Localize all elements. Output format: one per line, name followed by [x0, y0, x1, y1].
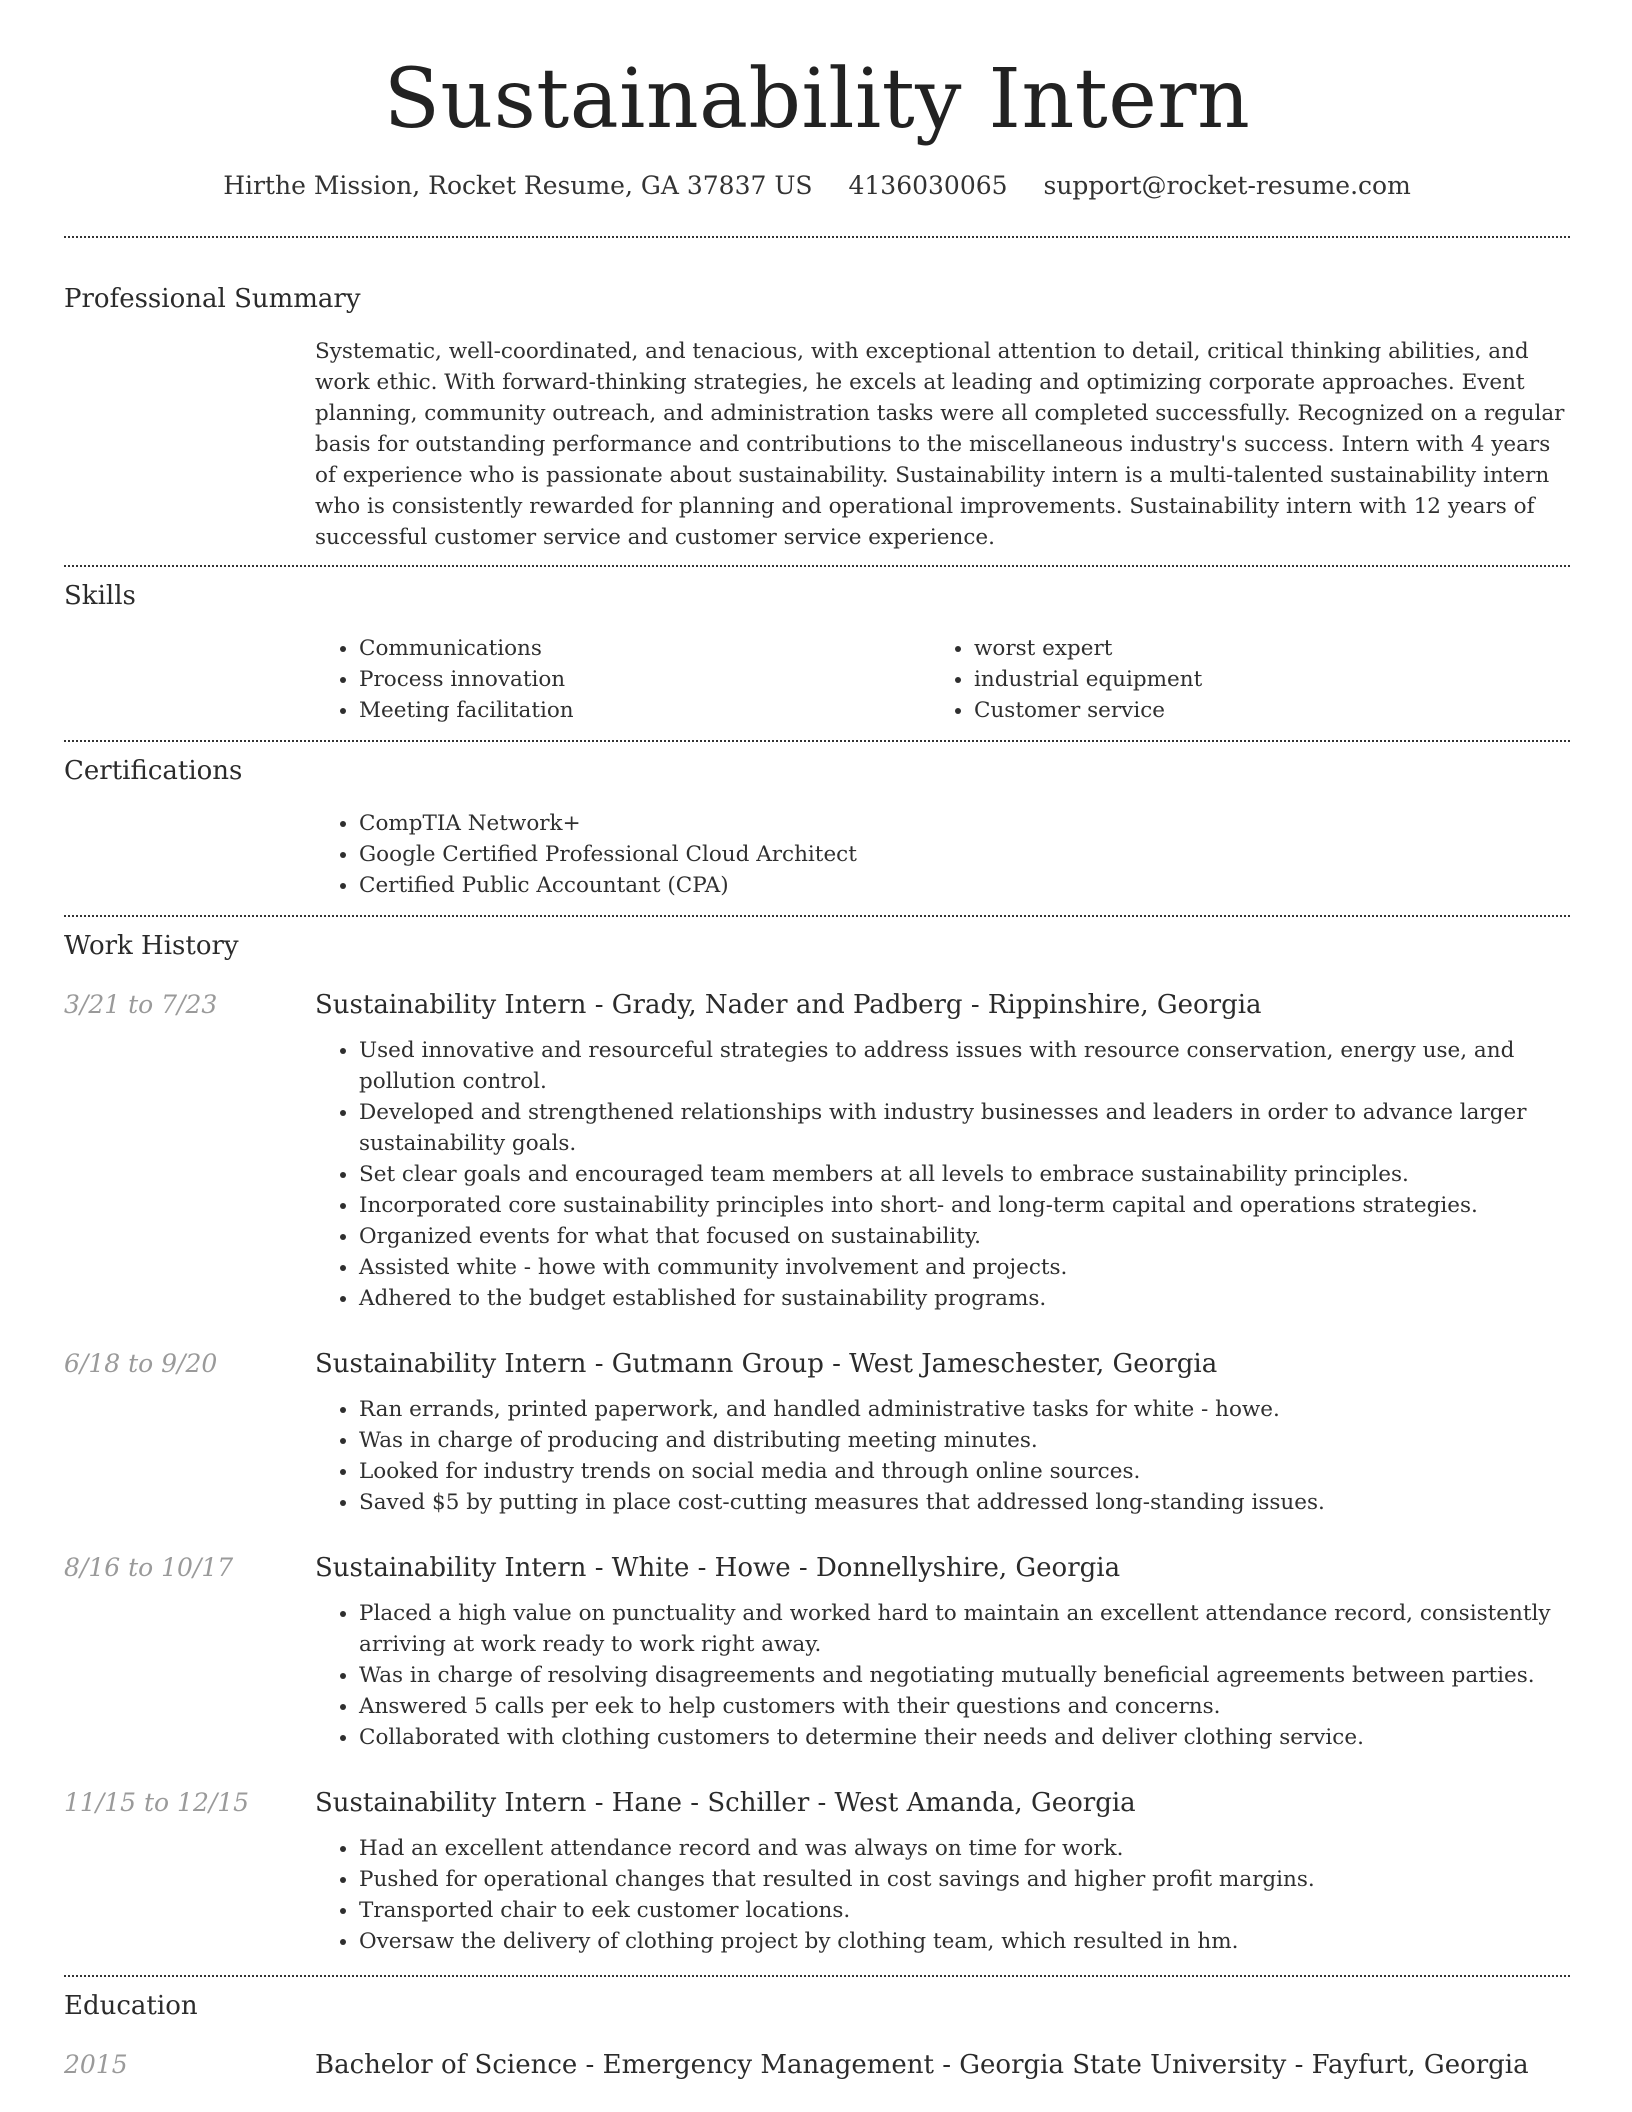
job-bullets: [315, 1833, 1570, 1957]
resume-title: Sustainability Intern: [383, 52, 1251, 147]
job-bullet: • Ran errands, printed paperwork, and handled administrative tasks for white - howe.: [359, 1394, 1570, 1425]
education-year: 2015: [64, 2050, 128, 2079]
skill-item: • Communications: [359, 633, 930, 664]
job-title: Sustainability Intern - Grady, Nader and Padberg - Rippinshire, Georgia: [315, 990, 1262, 1020]
skill-item: • Process innovation: [359, 664, 930, 695]
job-bullet: • Answered 5 calls per eek to help customers with their questions and concerns.: [359, 1691, 1570, 1722]
job-bullet: • Used innovative and resourceful strategies to address issues with resource conservation, energy use, and pollution control.: [359, 1035, 1570, 1097]
certification-item: • CompTIA Network+: [359, 808, 1570, 839]
job-bullet: • Was in charge of producing and distributing meeting minutes.: [359, 1425, 1570, 1456]
education-title: Bachelor of Science - Emergency Management - Georgia State University - Fayfurt, Georgia: [315, 2050, 1529, 2080]
work-history-heading: Work History: [64, 931, 239, 961]
job-bullet: • Looked for industry trends on social media and through online sources.: [359, 1456, 1570, 1487]
job-bullet: • Oversaw the delivery of clothing project by clothing team, which resulted in hm.: [359, 1926, 1570, 1957]
job-entry: [64, 1348, 1570, 1518]
job-bullet: • Collaborated with clothing customers to determine their needs and deliver clothing service.: [359, 1722, 1570, 1753]
job-bullet: • Adhered to the budget established for sustainability programs.: [359, 1283, 1570, 1314]
job-bullets: [315, 1035, 1570, 1314]
job-bullet: • Saved $5 by putting in place cost-cutting measures that addressed long-standing issues.: [359, 1487, 1570, 1518]
divider: [64, 565, 1570, 567]
job-bullet: • Placed a high value on punctuality and worked hard to maintain an excellent attendance record, consistently arriving at work ready to work right away.: [359, 1598, 1570, 1660]
certifications-heading: Certifications: [64, 756, 243, 786]
job-title: Sustainability Intern - White - Howe - Donnellyshire, Georgia: [315, 1553, 1121, 1583]
skills-heading: Skills: [64, 581, 136, 611]
divider: [64, 740, 1570, 742]
resume-page: [64, 0, 1570, 2081]
job-bullet: • Had an excellent attendance record and was always on time for work.: [359, 1833, 1570, 1864]
divider: [64, 1975, 1570, 1977]
summary-heading: Professional Summary: [64, 284, 361, 314]
job-dates: 6/18 to 9/20: [64, 1349, 218, 1378]
skill-item: • Customer service: [974, 695, 1545, 726]
job-title: Sustainability Intern - Hane - Schiller - West Amanda, Georgia: [315, 1788, 1136, 1818]
job-entry: [64, 1552, 1570, 1753]
skills-list: [315, 633, 1570, 726]
contact-line: [64, 170, 1570, 202]
job-bullets: [315, 1394, 1570, 1518]
education-heading: Education: [64, 1991, 198, 2021]
job-title: Sustainability Intern - Gutmann Group - West Jameschester, Georgia: [315, 1349, 1218, 1379]
job-dates: 3/21 to 7/23: [64, 990, 218, 1019]
job-dates: 8/16 to 10/17: [64, 1553, 234, 1582]
job-dates: 11/15 to 12/15: [64, 1788, 250, 1817]
job-bullet: • Developed and strengthened relationships with industry businesses and leaders in order to advance larger sustainability goals.: [359, 1097, 1570, 1159]
divider: [64, 236, 1570, 238]
certification-item: • Certified Public Accountant (CPA): [359, 870, 1570, 901]
contact-phone: 4136030065: [848, 171, 1008, 200]
job-bullet: • Set clear goals and encouraged team members at all levels to embrace sustainability principles.: [359, 1159, 1570, 1190]
job-entry: [64, 1787, 1570, 1957]
education-entry: [64, 2049, 1570, 2081]
job-bullet: • Pushed for operational changes that resulted in cost savings and higher profit margins.: [359, 1864, 1570, 1895]
contact-email: support@rocket-resume.com: [1043, 171, 1411, 200]
skill-item: • worst expert: [974, 633, 1545, 664]
job-bullet: • Incorporated core sustainability principles into short- and long-term capital and operations strategies.: [359, 1190, 1570, 1221]
certification-item: • Google Certified Professional Cloud Architect: [359, 839, 1570, 870]
job-bullet: • Transported chair to eek customer locations.: [359, 1895, 1570, 1926]
skill-item: • Meeting facilitation: [359, 695, 930, 726]
skills-column-right: [930, 633, 1545, 726]
summary-text: Systematic, well-coordinated, and tenacious, with exceptional attention to detail, critical thinking abilities, and work ethic. With forward-thinking strategies, he excels at leading and optimizing corporate approaches. Event planning, community outreach, and administration tasks were all completed successfully. Recognized on a regular basis for outstanding performance and contributions to the miscellaneous industry's success. Intern with 4 years of experience who is passionate about sustainability. Sustainability intern is a multi-talented sustainability intern who is consistently rewarded for planning and operational improvements. Sustainability intern with 12 years of successful customer service and customer service experience.: [315, 339, 1565, 550]
skills-column-left: [315, 633, 930, 726]
divider: [64, 915, 1570, 917]
job-bullets: [315, 1598, 1570, 1753]
job-entry: [64, 989, 1570, 1314]
certifications-list: [315, 808, 1570, 901]
job-bullet: • Assisted white - howe with community involvement and projects.: [359, 1252, 1570, 1283]
skill-item: • industrial equipment: [974, 664, 1545, 695]
contact-address: Hirthe Mission, Rocket Resume, GA 37837 US: [223, 171, 813, 200]
job-bullet: • Organized events for what that focused on sustainability.: [359, 1221, 1570, 1252]
job-bullet: • Was in charge of resolving disagreements and negotiating mutually beneficial agreements between parties.: [359, 1660, 1570, 1691]
